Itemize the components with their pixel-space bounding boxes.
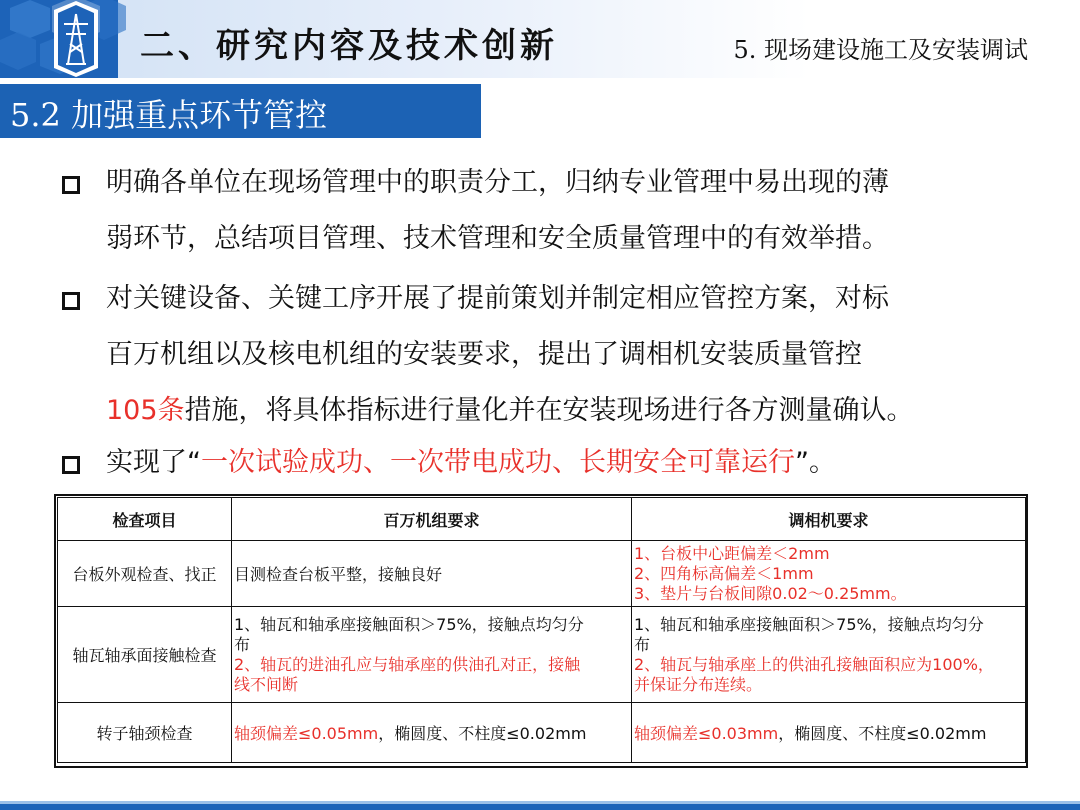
- req-line: 布: [234, 634, 251, 654]
- bullet-3-suffix: ”。: [795, 447, 836, 478]
- header-band: [0, 0, 1080, 78]
- row-million-req: [232, 703, 632, 763]
- row-item: 轴瓦轴承面接触检查: [58, 607, 232, 703]
- req-line: 1、台板中心距偏差＜2mm: [634, 543, 830, 563]
- bullet-square-icon: [62, 292, 80, 310]
- row-million-req: [232, 607, 632, 703]
- bullet-2-line-2: 百万机组以及核电机组的安装要求，提出了调相机安装质量管控: [106, 339, 862, 370]
- bullet-2-line-1: 对关键设备、关键工序开展了提前策划并制定相应管控方案，对标: [106, 283, 889, 314]
- req-line: 线不间断: [234, 674, 299, 694]
- table-row: [58, 607, 1026, 703]
- inspection-table: [57, 497, 1026, 763]
- req-line: 2、轴瓦的进油孔应与轴承座的供油孔对正，接触: [234, 654, 581, 674]
- req-text: ，椭圆度、不柱度≤0.02mm: [378, 724, 587, 743]
- table-row: [58, 541, 1026, 607]
- bullet-3-line: [106, 445, 836, 481]
- row-condenser-req: [632, 703, 1026, 763]
- bullet-square-icon: [62, 176, 80, 194]
- col-header-million: 百万机组要求: [232, 498, 632, 541]
- page-header-subtitle: 5. 现场建设施工及安装调试: [733, 36, 1028, 64]
- bullet-2-line-3: [106, 393, 914, 429]
- row-condenser-req: [632, 607, 1026, 703]
- section-title: 5.2 加强重点环节管控: [10, 96, 328, 134]
- req-line: 1、轴瓦和轴承座接触面积＞75%，接触点均匀分: [234, 614, 584, 634]
- bullet-square-icon: [62, 456, 80, 474]
- table-header-row: [58, 498, 1026, 541]
- hex-pattern-icon: [0, 0, 130, 78]
- req-line: 1、轴瓦和轴承座接触面积＞75%，接触点均匀分: [634, 614, 984, 634]
- row-million-req: 目测检查台板平整，接触良好: [232, 541, 632, 607]
- bullet-3-prefix: 实现了“: [106, 447, 201, 478]
- bullet-3-highlight: 一次试验成功、一次带电成功、长期安全可靠运行: [201, 447, 795, 478]
- req-line: 并保证分布连续。: [634, 674, 763, 694]
- bullet-2-line-3-text: 措施，将具体指标进行量化并在安装现场进行各方测量确认。: [184, 395, 914, 426]
- row-item: 台板外观检查、找正: [58, 541, 232, 607]
- bullet-1-line-1: 明确各单位在现场管理中的职责分工，归纳专业管理中易出现的薄: [106, 167, 889, 198]
- section-bar: [0, 84, 481, 138]
- highlight-count: 105条: [106, 395, 185, 426]
- req-line: 3、垫片与台板间隙0.02～0.25mm。: [634, 583, 907, 603]
- req-text: ，椭圆度、不柱度≤0.02mm: [778, 724, 987, 743]
- req-line: 2、轴瓦与轴承座上的供油孔接触面积应为100%，: [634, 654, 994, 674]
- req-line: 布: [634, 634, 651, 654]
- req-line: 2、四角标高偏差＜1mm: [634, 563, 814, 583]
- col-header-condenser: 调相机要求: [632, 498, 1026, 541]
- req-highlight: 轴颈偏差≤0.05mm: [234, 724, 379, 743]
- page-header-title: 二、研究内容及技术创新: [140, 26, 558, 66]
- req-highlight: 轴颈偏差≤0.03mm: [634, 724, 779, 743]
- row-condenser-req: [632, 541, 1026, 607]
- footer-stripe: [0, 804, 1080, 810]
- bullet-1-line-2: 弱环节，总结项目管理、技术管理和安全质量管理中的有效举措。: [106, 223, 889, 254]
- table-row: [58, 703, 1026, 763]
- row-item: 转子轴颈检查: [58, 703, 232, 763]
- col-header-item: 检查项目: [58, 498, 232, 541]
